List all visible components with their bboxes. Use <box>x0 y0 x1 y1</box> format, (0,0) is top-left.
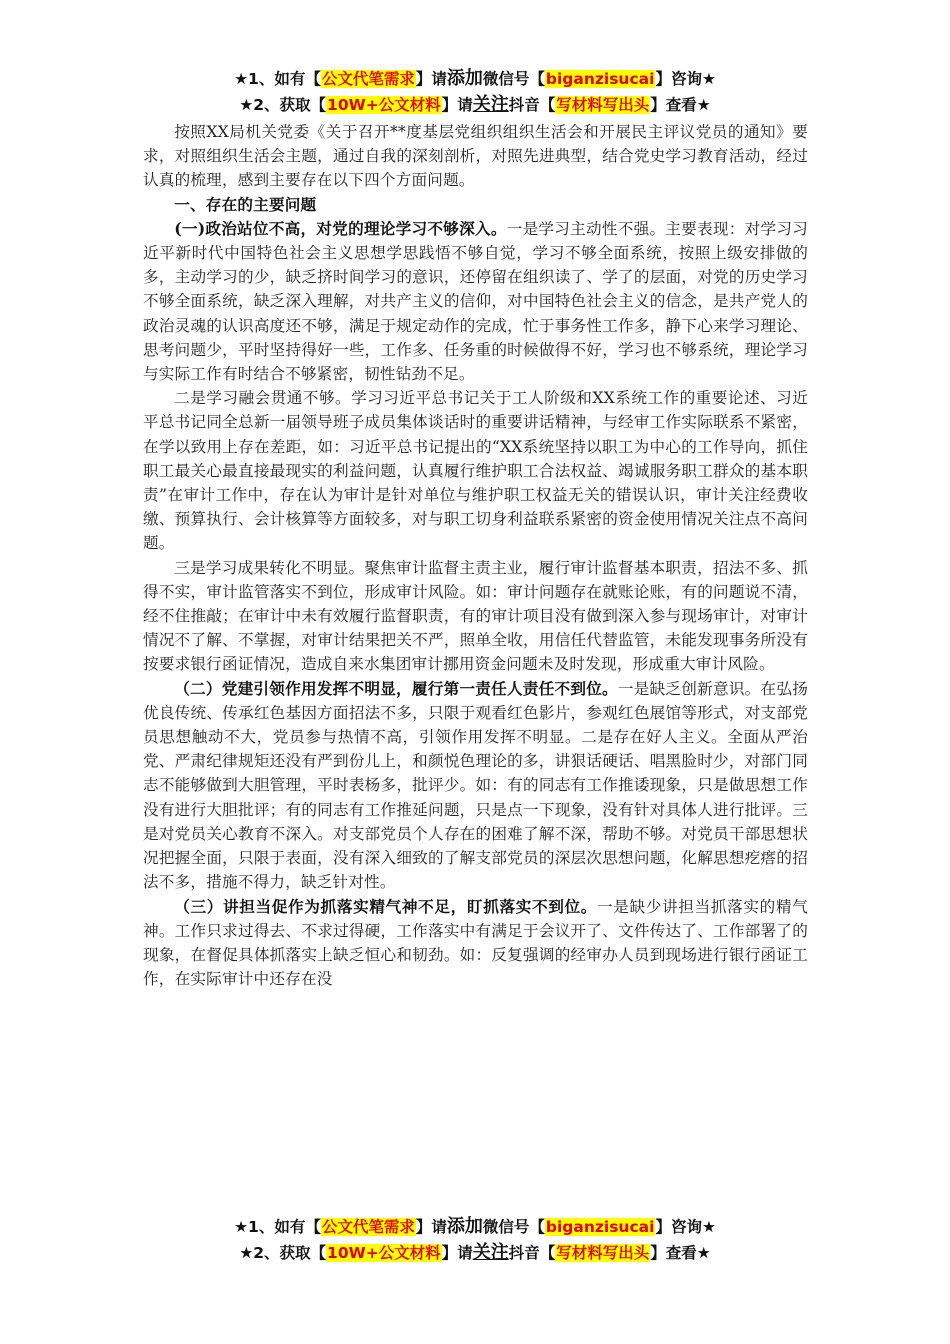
promo-text: 微信号【 <box>482 1218 545 1236</box>
promo-text: 】请 <box>415 1218 447 1236</box>
promo-emphasis: 添加 <box>446 68 483 89</box>
section-heading-text: 一、存在的主要问题 <box>174 194 317 214</box>
promo-text: 微信号【 <box>482 70 545 88</box>
promo-text: ★1、如有【 <box>234 1218 321 1236</box>
promo-highlight: 公文代笔需求 <box>321 70 415 88</box>
item2-heading: （二）党建引领作用发挥不明显，履行第一责任人责任不到位。 <box>174 678 618 698</box>
intro-paragraph: 按照XX局机关党委《关于召开**度基层党组织组织生活会和开展民主评议党员的通知》要求，对照组织生活会主题，通过自我的深刻剖析，对照先进典型，结合党史学习教育活动，经过认真的梳理，感到主要存在以下四个方面问题。 <box>143 123 808 190</box>
wechat-id-highlight: biganzisucai <box>545 1218 655 1236</box>
promo-banner-bottom <box>0 1214 950 1266</box>
item1-heading: (一)政治站位不高，对党的理论学习不够深入。 <box>174 218 507 238</box>
item3-paragraph <box>143 895 808 992</box>
section-heading <box>143 193 808 217</box>
document-body <box>143 120 808 991</box>
item1-paragraph <box>143 217 808 386</box>
promo-line-1 <box>0 1214 950 1240</box>
item1-text: 一是学习主动性不强。主要表现：对学习习近平新时代中国特色社会主义思想学思践悟不够自觉，学习不够全面系统，按照上级安排做的多，主动学习的少，缺乏挤时间学习的意识，还停留在组织读了、学了的层面，对党的历史学习不够全面系统，缺乏深入理解，对共产主义的信仰，对中国特色社会主义的信念，是共产党人的政治灵魂的认识高度还不够，满足于规定动作的完成，忙于事务性工作多，静下心来学习理论、思考问题少，平时坚持得好一些，工作多、任务重的时候做得不好，学习也不够系统，理论学习与实际工作有时结合不够紧密，韧性钻劲不足。 <box>143 219 808 384</box>
item1-paragraph-2: 二是学习融会贯通不够。学习习近平总书记关于工人阶级和XX系统工作的重要论述、习近平总书记同全总新一届领导班子成员集体谈话时的重要讲话精神，与经审工作实际联系不紧密，在学以致用上存在差距，如：习近平总书记提出的“XX系统坚持以职工为中心的工作导向，抓住职工最关心最直接最现实的利益问题，认真履行维护职工合法权益、竭诚服务职工群众的基本职责”在审计工作中，存在认为审计是针对单位与维护职工权益无关的错误认识，审计关注经费收缴、预算执行、会计核算等方面较多，对与职工切身利益联系紧密的资金使用情况关注点不高问题。 <box>143 389 808 553</box>
promo-line-2 <box>0 92 950 118</box>
promo-text: 】咨询★ <box>655 1218 716 1236</box>
promo-text: 】咨询★ <box>655 70 716 88</box>
promo-line-1 <box>0 66 950 92</box>
promo-text: ★2、获取【 <box>239 96 327 114</box>
promo-text: ★1、如有【 <box>234 70 321 88</box>
item3-text: 一是缺少讲担当抓落实的精气神。工作只求过得去、不求过得硬，工作落实中有满足于会议开了、文件传达了、工作部署了的现象，在督促具体抓落实上缺乏恒心和韧劲。如：反复强调的经审办人员到现场进行银行函证工作，在实际审计中还存在没 <box>143 897 809 989</box>
promo-emphasis: 关注 <box>472 94 509 115</box>
promo-text: 抖音【 <box>508 1244 556 1262</box>
item1-paragraph-3: 三是学习成果转化不明显。聚焦审计监督主责主业，履行审计监督基本职责，招法不多、抓得不实，审计监管落实不到位，形成审计风险。如：审计问题存在就账论账，有的问题说不清，经不住推敲；在审计中未有效履行监督职责，有的审计项目没有做到深入参与现场审计，对审计情况不了解、不掌握，对审计结果把关不严，照单全收，用信任代替监管，未能发现事务所没有按要求银行函证情况，造成自来水集团审计挪用资金问题未及时发现，形成重大审计风险。 <box>143 558 808 674</box>
item2-text: 一是缺乏创新意识。在弘扬优良传统、传承红色基因方面招法不多，只限于观看红色影片，参观红色展馆等形式，对支部党员思想触动不大，党员参与热情不高，引领作用发挥不明显。二是存在好人主义。全面从严治党、严肃纪律规矩还没有严到份儿上，和颜悦色理论的多，讲狠话硬话、唱黑脸时少，对部门同志不能够做到大胆管理，平时表杨多，批评少。如：有的同志有工作推诿现象，只是做思想工作没有进行大胆批评；有的同志有工作推延问题，只是点一下现象，没有针对具体人进行批评。三是对党员关心教育不深入。对支部党员个人存在的困难了解不深，帮助不够。对党员干部思想状况把握全面，只限于表面，没有深入细致的了解支部党员的深层次思想问题，化解思想疙瘩的招法不多，措施不得力，缺乏针对性。 <box>143 679 808 892</box>
promo-highlight: 10W+公文材料 <box>327 96 441 114</box>
item2-paragraph <box>143 677 808 895</box>
douyin-id-highlight: 写材料写出头 <box>556 1244 650 1262</box>
douyin-id-highlight: 写材料写出头 <box>556 96 650 114</box>
promo-emphasis: 添加 <box>446 1216 483 1237</box>
promo-text: 抖音【 <box>508 96 556 114</box>
promo-text: 】请 <box>415 70 447 88</box>
wechat-id-highlight: biganzisucai <box>545 70 655 88</box>
promo-text: ★2、获取【 <box>239 1244 327 1262</box>
promo-text: 】查看★ <box>650 96 711 114</box>
promo-banner-top <box>0 66 950 118</box>
promo-text: 】请 <box>441 1244 473 1262</box>
item3-heading: （三）讲担当促作为抓落实精气神不足，盯抓落实不到位。 <box>174 896 598 916</box>
promo-text: 】请 <box>441 96 473 114</box>
promo-emphasis: 关注 <box>472 1242 509 1263</box>
promo-highlight: 公文代笔需求 <box>321 1218 415 1236</box>
promo-text: 】查看★ <box>650 1244 711 1262</box>
promo-line-2 <box>0 1240 950 1266</box>
promo-highlight: 10W+公文材料 <box>327 1244 441 1262</box>
